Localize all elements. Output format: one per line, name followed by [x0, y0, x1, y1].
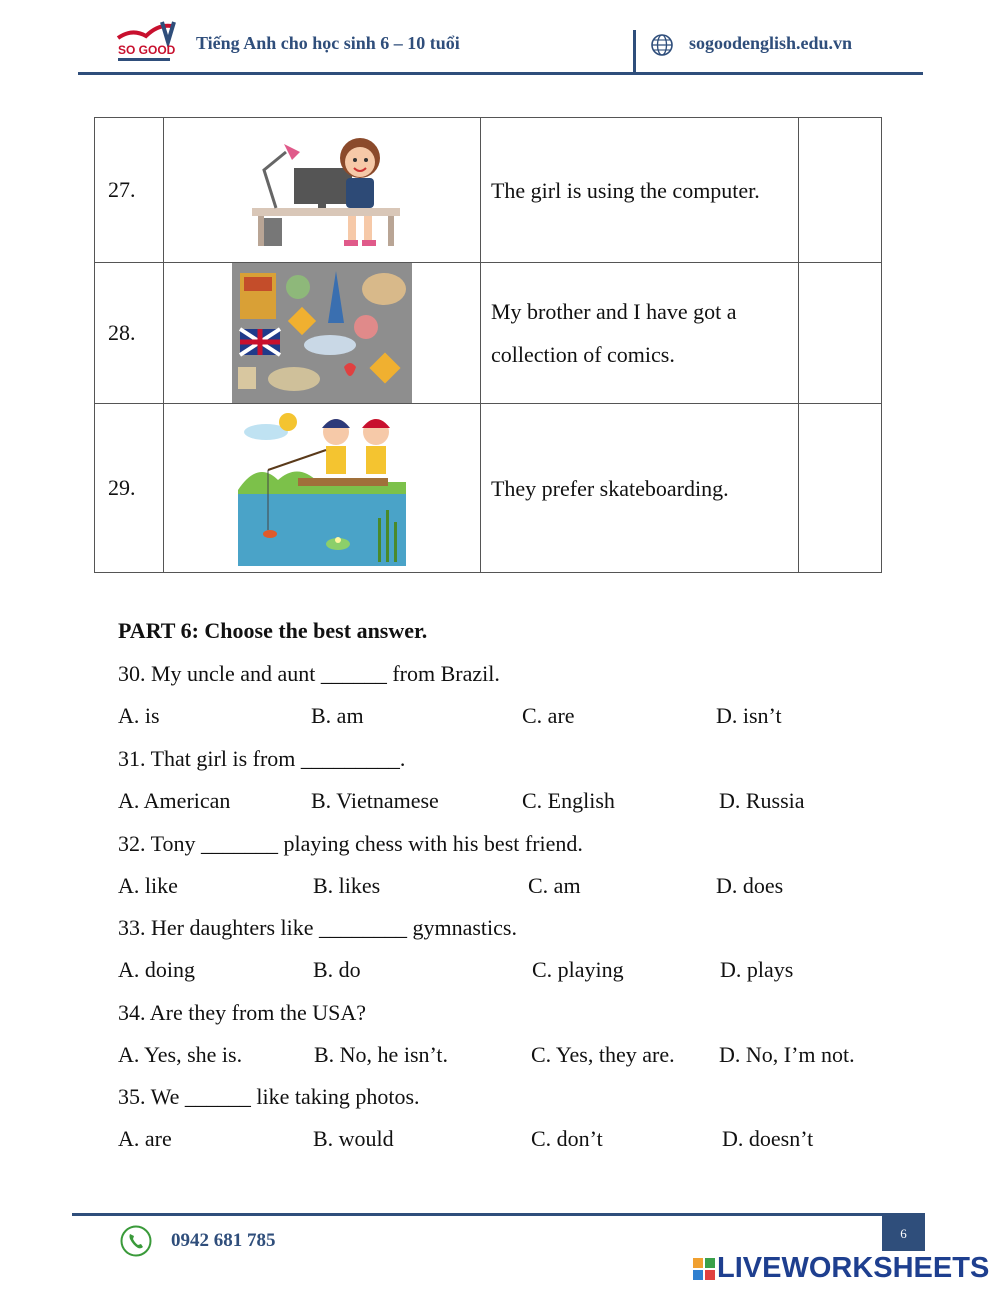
- question-35: 35. We ______ like taking photos.: [118, 1084, 420, 1109]
- globe-icon: [650, 33, 674, 57]
- sentence-cell: My brother and I have got a collection of comics.: [480, 263, 798, 404]
- image-cell: [164, 404, 481, 573]
- option-33-c[interactable]: C. playing: [532, 957, 624, 982]
- answer-cell[interactable]: [799, 118, 882, 263]
- question-31: 31. That girl is from _________.: [118, 746, 406, 771]
- question-33: 33. Her daughters like ________ gymnastics.: [118, 915, 517, 940]
- option-35-c[interactable]: C. don’t: [531, 1126, 603, 1151]
- row-number: 28.: [95, 263, 164, 404]
- header-url[interactable]: sogoodenglish.edu.vn: [689, 33, 853, 53]
- part6-title: PART 6: Choose the best answer.: [118, 618, 428, 643]
- page-number: 6: [882, 1213, 925, 1251]
- answer-cell[interactable]: [799, 263, 882, 404]
- option-30-c[interactable]: C. are: [522, 703, 575, 728]
- option-31-c[interactable]: C. English: [522, 788, 615, 813]
- option-35-d[interactable]: D. doesn’t: [722, 1126, 814, 1151]
- option-32-d[interactable]: D. does: [716, 873, 784, 898]
- sentence-cell: The girl is using the computer.: [480, 118, 798, 263]
- so-good-logo: [112, 20, 180, 66]
- table-row: [95, 118, 882, 263]
- header-divider: [633, 30, 636, 74]
- matching-table: [94, 117, 882, 573]
- option-35-a[interactable]: A. are: [118, 1126, 172, 1151]
- option-33-d[interactable]: D. plays: [720, 957, 794, 982]
- header-title: Tiếng Anh cho học sinh 6 – 10 tuổi: [196, 33, 460, 53]
- footer-rule: [72, 1213, 925, 1216]
- option-31-d[interactable]: D. Russia: [719, 788, 805, 813]
- footer-phone[interactable]: 0942 681 785: [171, 1230, 276, 1251]
- table-row: [95, 404, 882, 573]
- option-30-b[interactable]: B. am: [311, 703, 364, 728]
- sentence-cell: They prefer skateboarding.: [480, 404, 798, 573]
- option-32-b[interactable]: B. likes: [313, 873, 381, 898]
- question-32: 32. Tony _______ playing chess with his best friend.: [118, 831, 583, 856]
- question-34: 34. Are they from the USA?: [118, 1000, 367, 1025]
- option-34-d[interactable]: D. No, I’m not.: [719, 1042, 855, 1067]
- row-number: 27.: [95, 118, 164, 263]
- question-30: 30. My uncle and aunt ______ from Brazil.: [118, 661, 500, 686]
- option-35-b[interactable]: B. would: [313, 1126, 394, 1151]
- option-31-b[interactable]: B. Vietnamese: [311, 788, 439, 813]
- page-header: [0, 0, 1000, 80]
- option-30-d[interactable]: D. isn’t: [716, 703, 782, 728]
- option-33-b[interactable]: B. do: [313, 957, 361, 982]
- image-cell: [164, 118, 481, 263]
- option-34-b[interactable]: B. No, he isn’t.: [314, 1042, 449, 1067]
- liveworksheets-text: LIVEWORKSHEETS: [717, 1252, 990, 1284]
- row-number: 29.: [95, 404, 164, 573]
- travel-stickers-image: [232, 263, 412, 403]
- option-30-a[interactable]: A. is: [118, 703, 160, 728]
- phone-icon: [120, 1225, 152, 1257]
- girl-at-computer-image: [242, 130, 402, 250]
- logo-text: SO GOOD: [118, 43, 176, 57]
- option-32-c[interactable]: C. am: [528, 873, 581, 898]
- answer-cell[interactable]: [799, 404, 882, 573]
- kids-fishing-image: [238, 410, 406, 566]
- table-row: [95, 263, 882, 404]
- header-rule: [78, 72, 923, 75]
- image-cell: [164, 263, 481, 404]
- liveworksheets-icon: [693, 1258, 715, 1280]
- option-32-a[interactable]: A. like: [118, 873, 178, 898]
- option-34-c[interactable]: C. Yes, they are.: [531, 1042, 675, 1067]
- option-34-a[interactable]: A. Yes, she is.: [118, 1042, 243, 1067]
- option-33-a[interactable]: A. doing: [118, 957, 195, 982]
- option-31-a[interactable]: A. American: [118, 788, 231, 813]
